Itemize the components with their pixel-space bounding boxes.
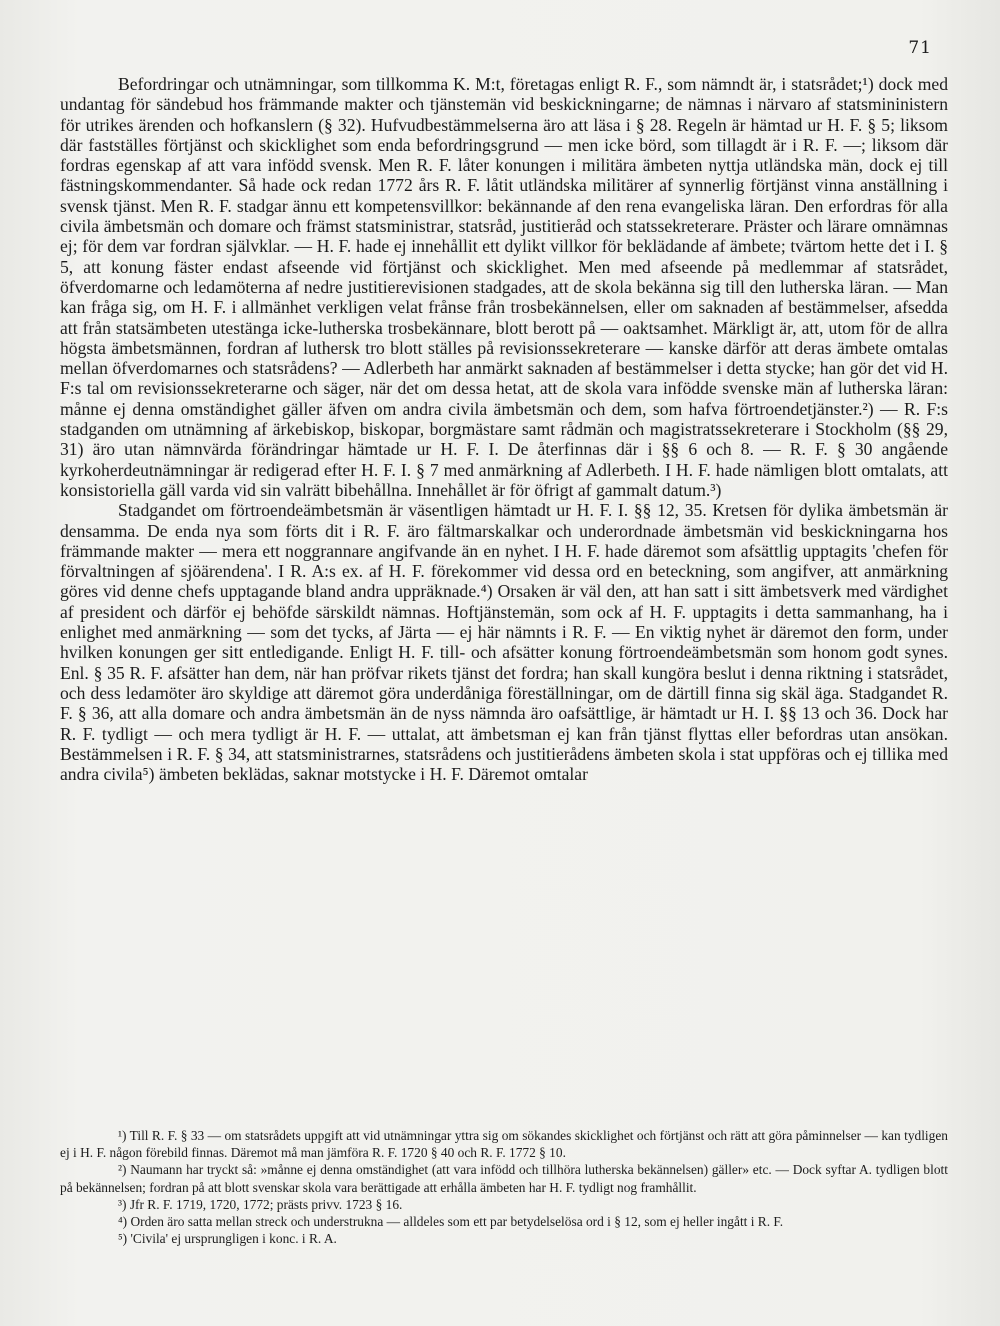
footnote-2: ²) Naumann har tryckt så: »månne ej denna omständighet (att vara infödd och tillhöra lutherska bekännelsen) gäller» etc. — Dock syftar A. tydligen blott på bekännelsen; fordran på att blott svenskar skola vara berättigade att erhålla ämbeten har H. F. tydligt nog framhållit. xyxy=(60,1162,948,1195)
body-text xyxy=(60,74,948,784)
footnote-5: ⁵) 'Civila' ej ursprungligen i konc. i R. A. xyxy=(118,1231,337,1247)
footnotes xyxy=(60,1127,948,1247)
footnote-1: ¹) Till R. F. § 33 — om statsrådets uppgift att vid utnämningar yttra sig om sökandes skicklighet och förtjänst och rätt att göra påminnelser — kan tydligen ej i H. F. någon förebild finnas. Däremot må man jämföra R. F. 1720 § 40 och R. F. 1772 § 10. xyxy=(60,1128,948,1161)
paragraph-fortroendeambetsman: Stadgandet om förtroendeämbetsmän är väsentligen hämtadt ur H. F. I. §§ 12, 35. Kretsen för dylika ämbetsmän är densamma. De enda nya som förts dit i R. F. äro fältmarskalkar och underordnade ämbetsmän vid beskickningarna hos främmande makter — mera ett noggrannare angifvande än en nyhet. I H. F. hade däremot som afsättlig upptagits 'chefen för förvaltningen af sjöärendena'. I R. A:s ex. af H. F. förekommer vid dessa ord en beteckning, som angifver, att anmärkning göres vid denne chefs upptagande bland andra uppräknade.⁴) Orsaken är väl den, att han satt i sitt ämbetsverk med värdighet af president och därför ej behöfde särskildt nämnas. Hoftjänstemän, som ock af H. F. upptagits i detta sammanhang, ha i enlighet med anmärkning — som det tycks, af Järta — ej här nämnts i R. F. — En viktig nyhet är däremot den form, under hvilken konungen ger sitt entledigande. Enligt H. F. till- och afsätter konung förtroendeämbetsmän som honom godt synes. Enl. § 35 R. F. afsätter han dem, när han pröfvar rikets tjänst det fordra; han skall kungöra beslut i denna riktning i statsrådet, och dess ledamöter äro skyldige att däremot göra underdåniga föreställningar, om de därtill finna sig skäl äga. Stadgandet R. F. § 36, att alla domare och andra ämbetsmän än de nyss nämnda äro oafsättlige, är hämtadt ur H. I. §§ 13 och 36. Dock har R. F. tydligt — och mera tydligt är H. F. — uttalat, att ämbetsman ej kan från tjänst flyttas eller befordras utan ansökan. Bestämmelsen i R. F. § 34, att statsministrarnes, statsrådens och justitierådens ämbeten skola i stat uppföras och ej tillika med andra civila⁵) ämbeten beklädas, saknar motstycke i H. F. Däremot omtalar xyxy=(60,500,948,785)
footnote-3: ³) Jfr R. F. 1719, 1720, 1772; prästs privv. 1723 § 16. xyxy=(118,1196,403,1212)
footnote-4: ⁴) Orden äro satta mellan streck och understrukna — alldeles som ett par betydelselösa ord i § 12, som ej heller ingått i R. F. xyxy=(118,1214,784,1230)
page-number: 71 xyxy=(908,38,932,58)
paragraph-befordringar: Befordringar och utnämningar, som tillkomma K. M:t, företagas enligt R. F., som nämndt är, i statsrådet;¹) dock med undantag för sändebud hos främmande makter och tjänstemän vid beskickningarne; de nämnas i närvaro af statsmininistern för utrikes ärenden och hofkanslern (§ 32). Hufvudbestämmelserna äro att läsa i § 28. Regeln är hämtad ur H. F. § 5; liksom där fastställes förtjänst och skicklighet som enda befordringsgrund — men icke börd, som tillagdt är i R. F. —; liksom där fordras egenskap af att vara infödd svensk. Men R. F. låter konungen i militära ämbeten nyttja utländska män, dock ej till fästningskommendanter. Så hade ock redan 1772 års R. F. låtit utländska militärer af synnerlig förtjänst vinna anställning i svensk tjänst. Men R. F. stadgar ännu ett kompetensvillkor: bekännande af den rena evangeliska läran. Den erfordras för alla civila ämbetsmän och domare och främst statsministrar, statsråd, justitieråd och statssekreterare. Präster och lärare omnämnas ej; för dem var fordran självklar. — H. F. hade ej innehållit ett dylikt villkor för beklädande af ämbete; tvärtom hette det i I. § 5, att konung fäster endast afseende vid förtjänst och skicklighet. Men med afseende på medlemmar af statsrådet, öfverdomarne och ledamöterna af nedre justitierevisionen stadgades, att de skola bekänna sig till den lutherska läran. — Man kan fråga sig, om H. F. i allmänhet verkligen velat frånse från trosbekännelsen, eller om saknaden af bestämmelser, afsedda att från statsämbeten utestänga icke-lutherska trosbekännare, blott berott på — oaktsamhet. Märkligt är, att, utom för de allra högsta ämbetsmännen, fordran af luthersk tro blott ställes på revisionssekreterare — kanske därför att deras ämbete omtalas mellan öfverdomarnes och statsrådens? — Adlerbeth har anmärkt saknaden af bestämmelser i detta stycke; han gör det vid H. F:s tal om revisionssekreterarne och säger, när det om dessa hetat, att de skola vara infödde svenske män af lutherska läran: månne ej denna omständighet gäller äfven om andra civila ämbetsmän och dem, som hafva förtroendetjänster.²) — R. F:s stadganden om utnämning af ärkebiskop, biskopar, borgmästare samt rådmän och magistratssekreterare i Stockholm (§§ 29, 31) äro utan nämnvärda förändringar hämtade ur H. F. I. De återfinnas där i §§ 6 och 8. — R. F. § 30 angående kyrkoherdeutnämningar är redigerad efter H. F. I. § 7 med anmärkning af Adlerbeth. I H. F. hade nämligen blott omtalats, att konsistoriella gäll varda vid sin valrätt bibehållna. Innehållet är för öfrigt af gammalt datum.³) xyxy=(60,74,948,500)
